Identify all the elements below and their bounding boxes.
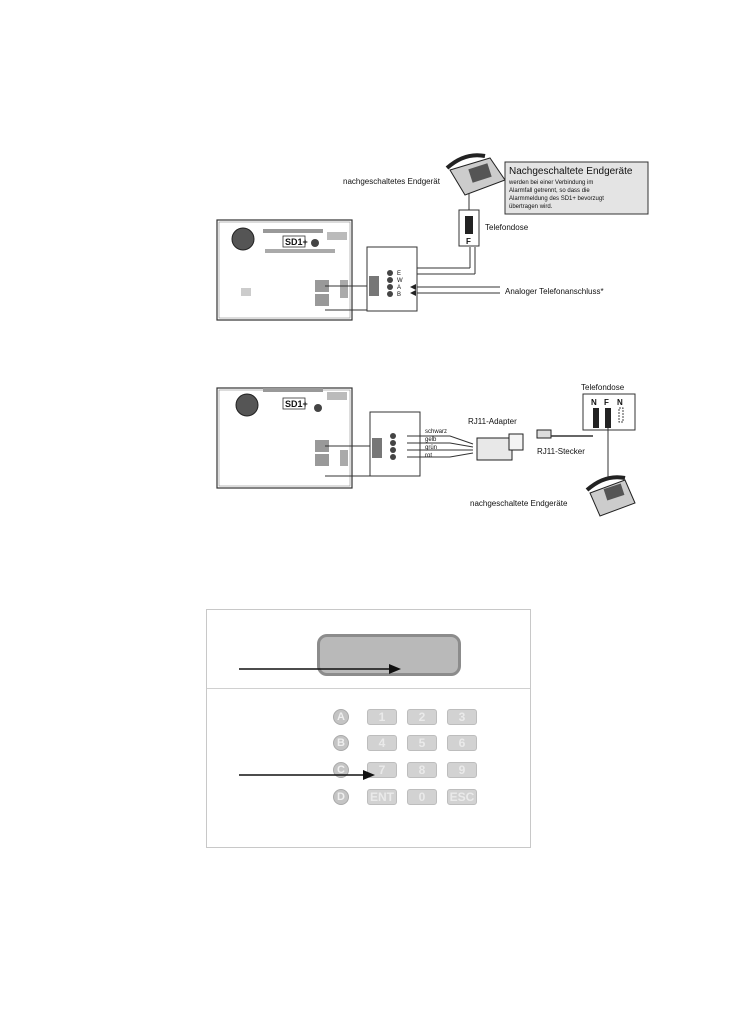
speaker-icon xyxy=(232,228,254,250)
analog-connection-label: Analoger Telefonanschluss* xyxy=(505,287,604,296)
terminal-label: W xyxy=(397,278,403,284)
pointer-arrows xyxy=(207,610,530,847)
key-1: 1 xyxy=(367,709,397,725)
key-9: 9 xyxy=(447,762,477,778)
arrow-icon xyxy=(239,770,375,780)
rj11-plug-icon xyxy=(537,430,551,438)
rj11-stecker-label: RJ11-Stecker xyxy=(537,447,585,456)
terminal-label: E xyxy=(397,271,402,277)
telephone-icon xyxy=(447,155,505,195)
keypad-illustration xyxy=(206,609,531,848)
telefondose-label: Telefondose xyxy=(581,383,625,392)
function-key-b: B xyxy=(333,735,349,751)
info-title: Nachgeschaltete Endgeräte xyxy=(509,166,633,177)
info-line: werden bei einer Verbindung im xyxy=(509,180,594,186)
wire-label: rot xyxy=(425,453,433,459)
telephone-icon xyxy=(587,477,635,516)
arrow-icon xyxy=(239,664,401,674)
key-6: 6 xyxy=(447,735,477,751)
info-line: Alarmmeldung des SD1+ bevorzugt xyxy=(509,196,604,202)
endgeraete-label: nachgeschaltete Endgeräte xyxy=(470,499,568,508)
function-key-d: D xyxy=(333,789,349,805)
wiring-diagram-1 xyxy=(215,150,675,325)
wire-label: grün xyxy=(425,445,438,451)
endgeraet-label: nachgeschaltetes Endgerät xyxy=(343,177,440,186)
socket-letter: F xyxy=(604,398,609,407)
function-key-c: C xyxy=(333,762,349,778)
rj11-adapter-icon xyxy=(477,434,523,460)
key-0: 0 xyxy=(407,789,437,805)
key-esc: ESC xyxy=(447,789,477,805)
key-2: 2 xyxy=(407,709,437,725)
terminal-label: A xyxy=(397,285,402,291)
speaker-icon xyxy=(236,394,258,416)
rj11-adapter-label: RJ11-Adapter xyxy=(468,417,517,426)
wire-label: gelb xyxy=(425,437,437,443)
socket-letter: F xyxy=(466,237,471,246)
key-7: 7 xyxy=(367,762,397,778)
info-line: Alarmfall getrennt, so dass die xyxy=(509,188,590,194)
socket-letter: N xyxy=(617,398,623,407)
key-4: 4 xyxy=(367,735,397,751)
key-3: 3 xyxy=(447,709,477,725)
telefondose-label: Telefondose xyxy=(485,223,529,232)
wire-label: schwarz xyxy=(425,429,448,435)
terminal-label: B xyxy=(397,292,402,298)
socket-letter: N xyxy=(591,398,597,407)
function-key-a: A xyxy=(333,709,349,725)
sd1-label: SD1+ xyxy=(285,237,308,247)
key-ent: ENT xyxy=(367,789,397,805)
key-8: 8 xyxy=(407,762,437,778)
wiring-diagram-2 xyxy=(215,378,655,523)
info-line: übertragen wird. xyxy=(509,204,553,210)
sd1-label: SD1+ xyxy=(285,399,308,409)
key-5: 5 xyxy=(407,735,437,751)
